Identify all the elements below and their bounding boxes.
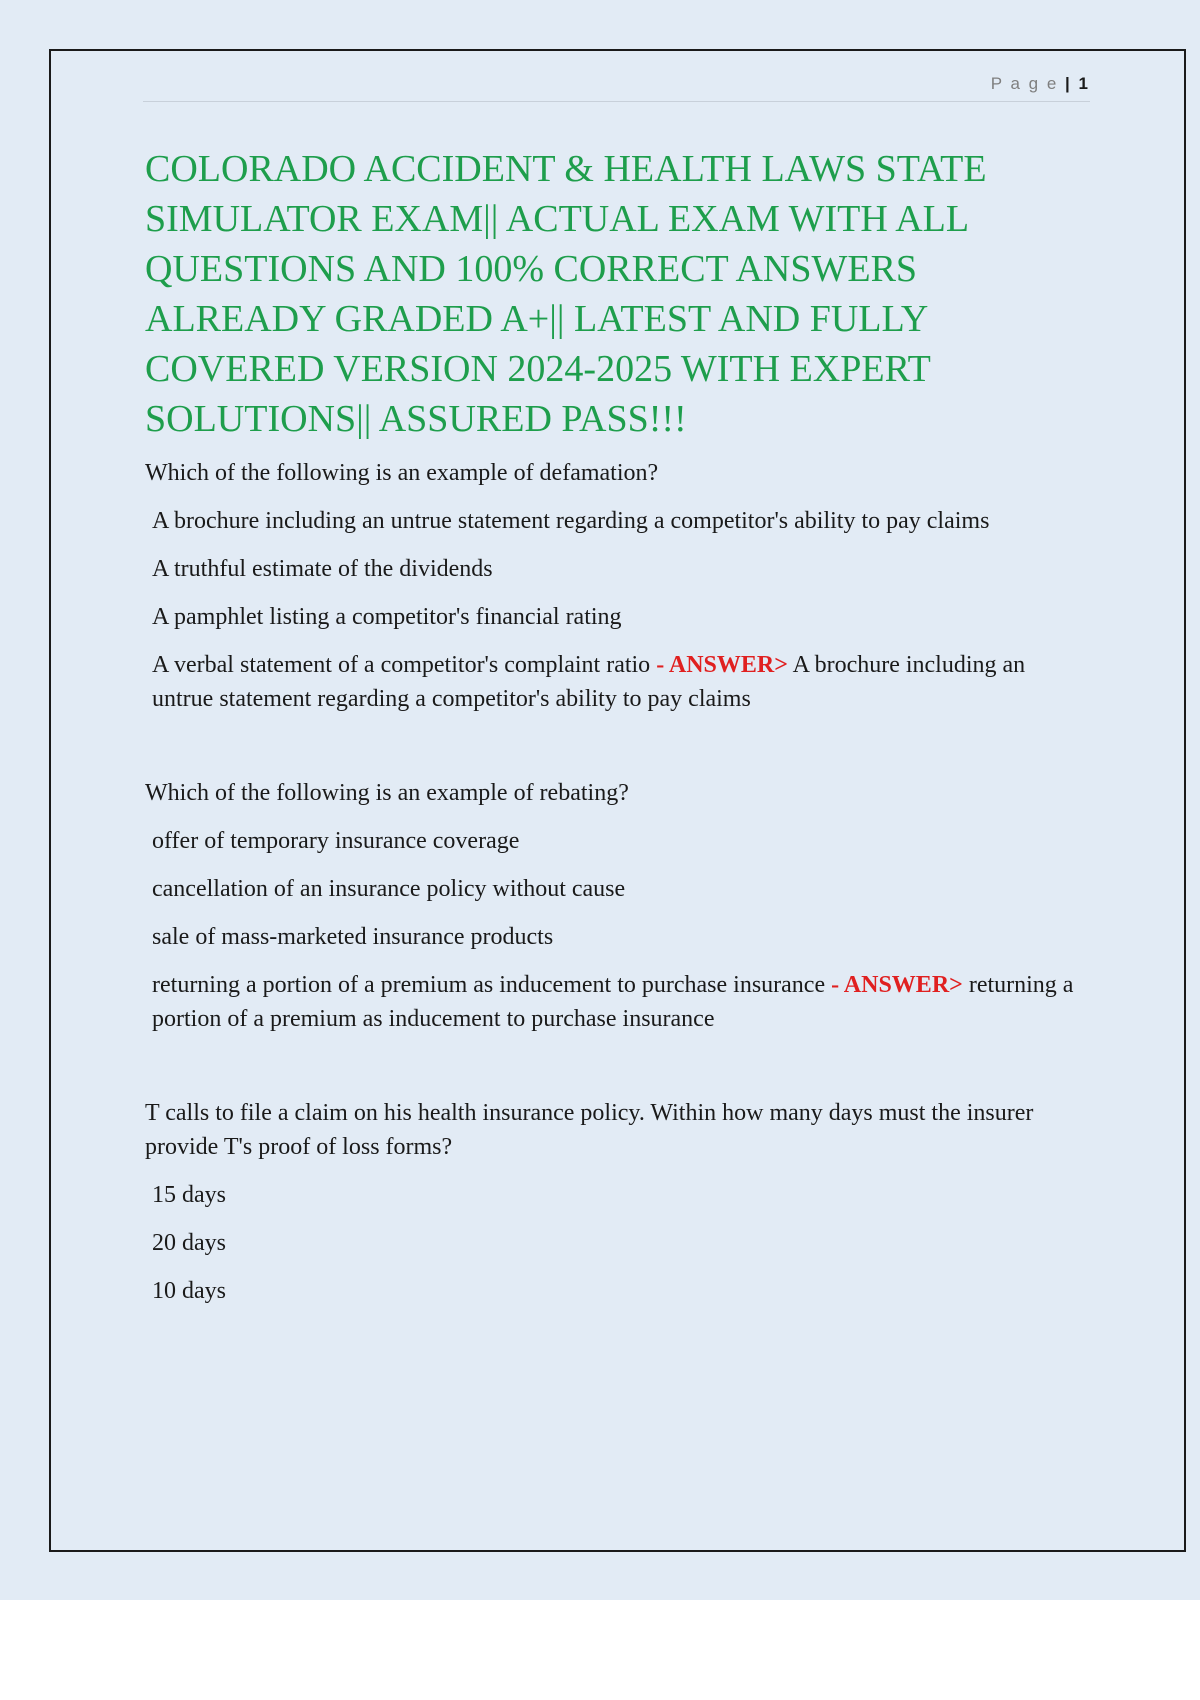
page-number-separator: | — [1065, 74, 1079, 93]
document-body — [145, 144, 1090, 1368]
answer-option: A truthful estimate of the dividends — [152, 556, 493, 582]
answer-option-with-answer — [145, 968, 1090, 1036]
answer-option-text: A verbal statement of a competitor's complaint ratio — [152, 652, 657, 678]
answer-option: 10 days — [152, 1278, 226, 1304]
answer-option: sale of mass-marketed insurance products — [152, 924, 554, 950]
answer-option: 20 days — [152, 1230, 226, 1256]
correct-answer: A brochure including an untrue statement regarding a competitor's ability to pay claims — [152, 652, 1026, 712]
question-1 — [145, 456, 1090, 716]
page-number-value: 1 — [1078, 74, 1090, 93]
question-3 — [145, 1096, 1090, 1308]
question-2 — [145, 776, 1090, 1036]
page-number-label: P a g e — [990, 74, 1066, 93]
answer-option-with-answer — [145, 648, 1090, 716]
answer-tag: - ANSWER> — [831, 972, 963, 998]
answer-option: 15 days — [152, 1182, 226, 1208]
answer-option-text: returning a portion of a premium as inducement to purchase insurance — [152, 972, 832, 998]
correct-answer: returning a portion of a premium as inducement to purchase insurance — [152, 972, 1074, 1032]
question-text: T calls to file a claim on his health insurance policy. Within how many days must the insurer provide T's proof of loss forms? — [145, 1100, 1034, 1160]
answer-option: A brochure including an untrue statement regarding a competitor's ability to pay claims — [152, 508, 990, 534]
answer-option: A pamphlet listing a competitor's financial rating — [152, 604, 622, 630]
answer-option: cancellation of an insurance policy without cause — [152, 876, 626, 902]
question-text: Which of the following is an example of rebating? — [145, 780, 629, 806]
answer-option: offer of temporary insurance coverage — [152, 828, 520, 854]
page-number — [991, 74, 1090, 94]
page-header — [143, 72, 1090, 102]
question-text: Which of the following is an example of defamation? — [145, 460, 659, 486]
document-title: COLORADO ACCIDENT & HEALTH LAWS STATE SIMULATOR EXAM|| ACTUAL EXAM WITH ALL QUESTIONS AND 100% CORRECT ANSWERS ALREADY GRADED A+|| LATEST AND FULLY COVERED VERSION 2024-2025 WITH EXPERT SOLUTIONS|| ASSURED PASS!!! — [145, 148, 987, 440]
answer-tag: - ANSWER> — [656, 652, 788, 678]
